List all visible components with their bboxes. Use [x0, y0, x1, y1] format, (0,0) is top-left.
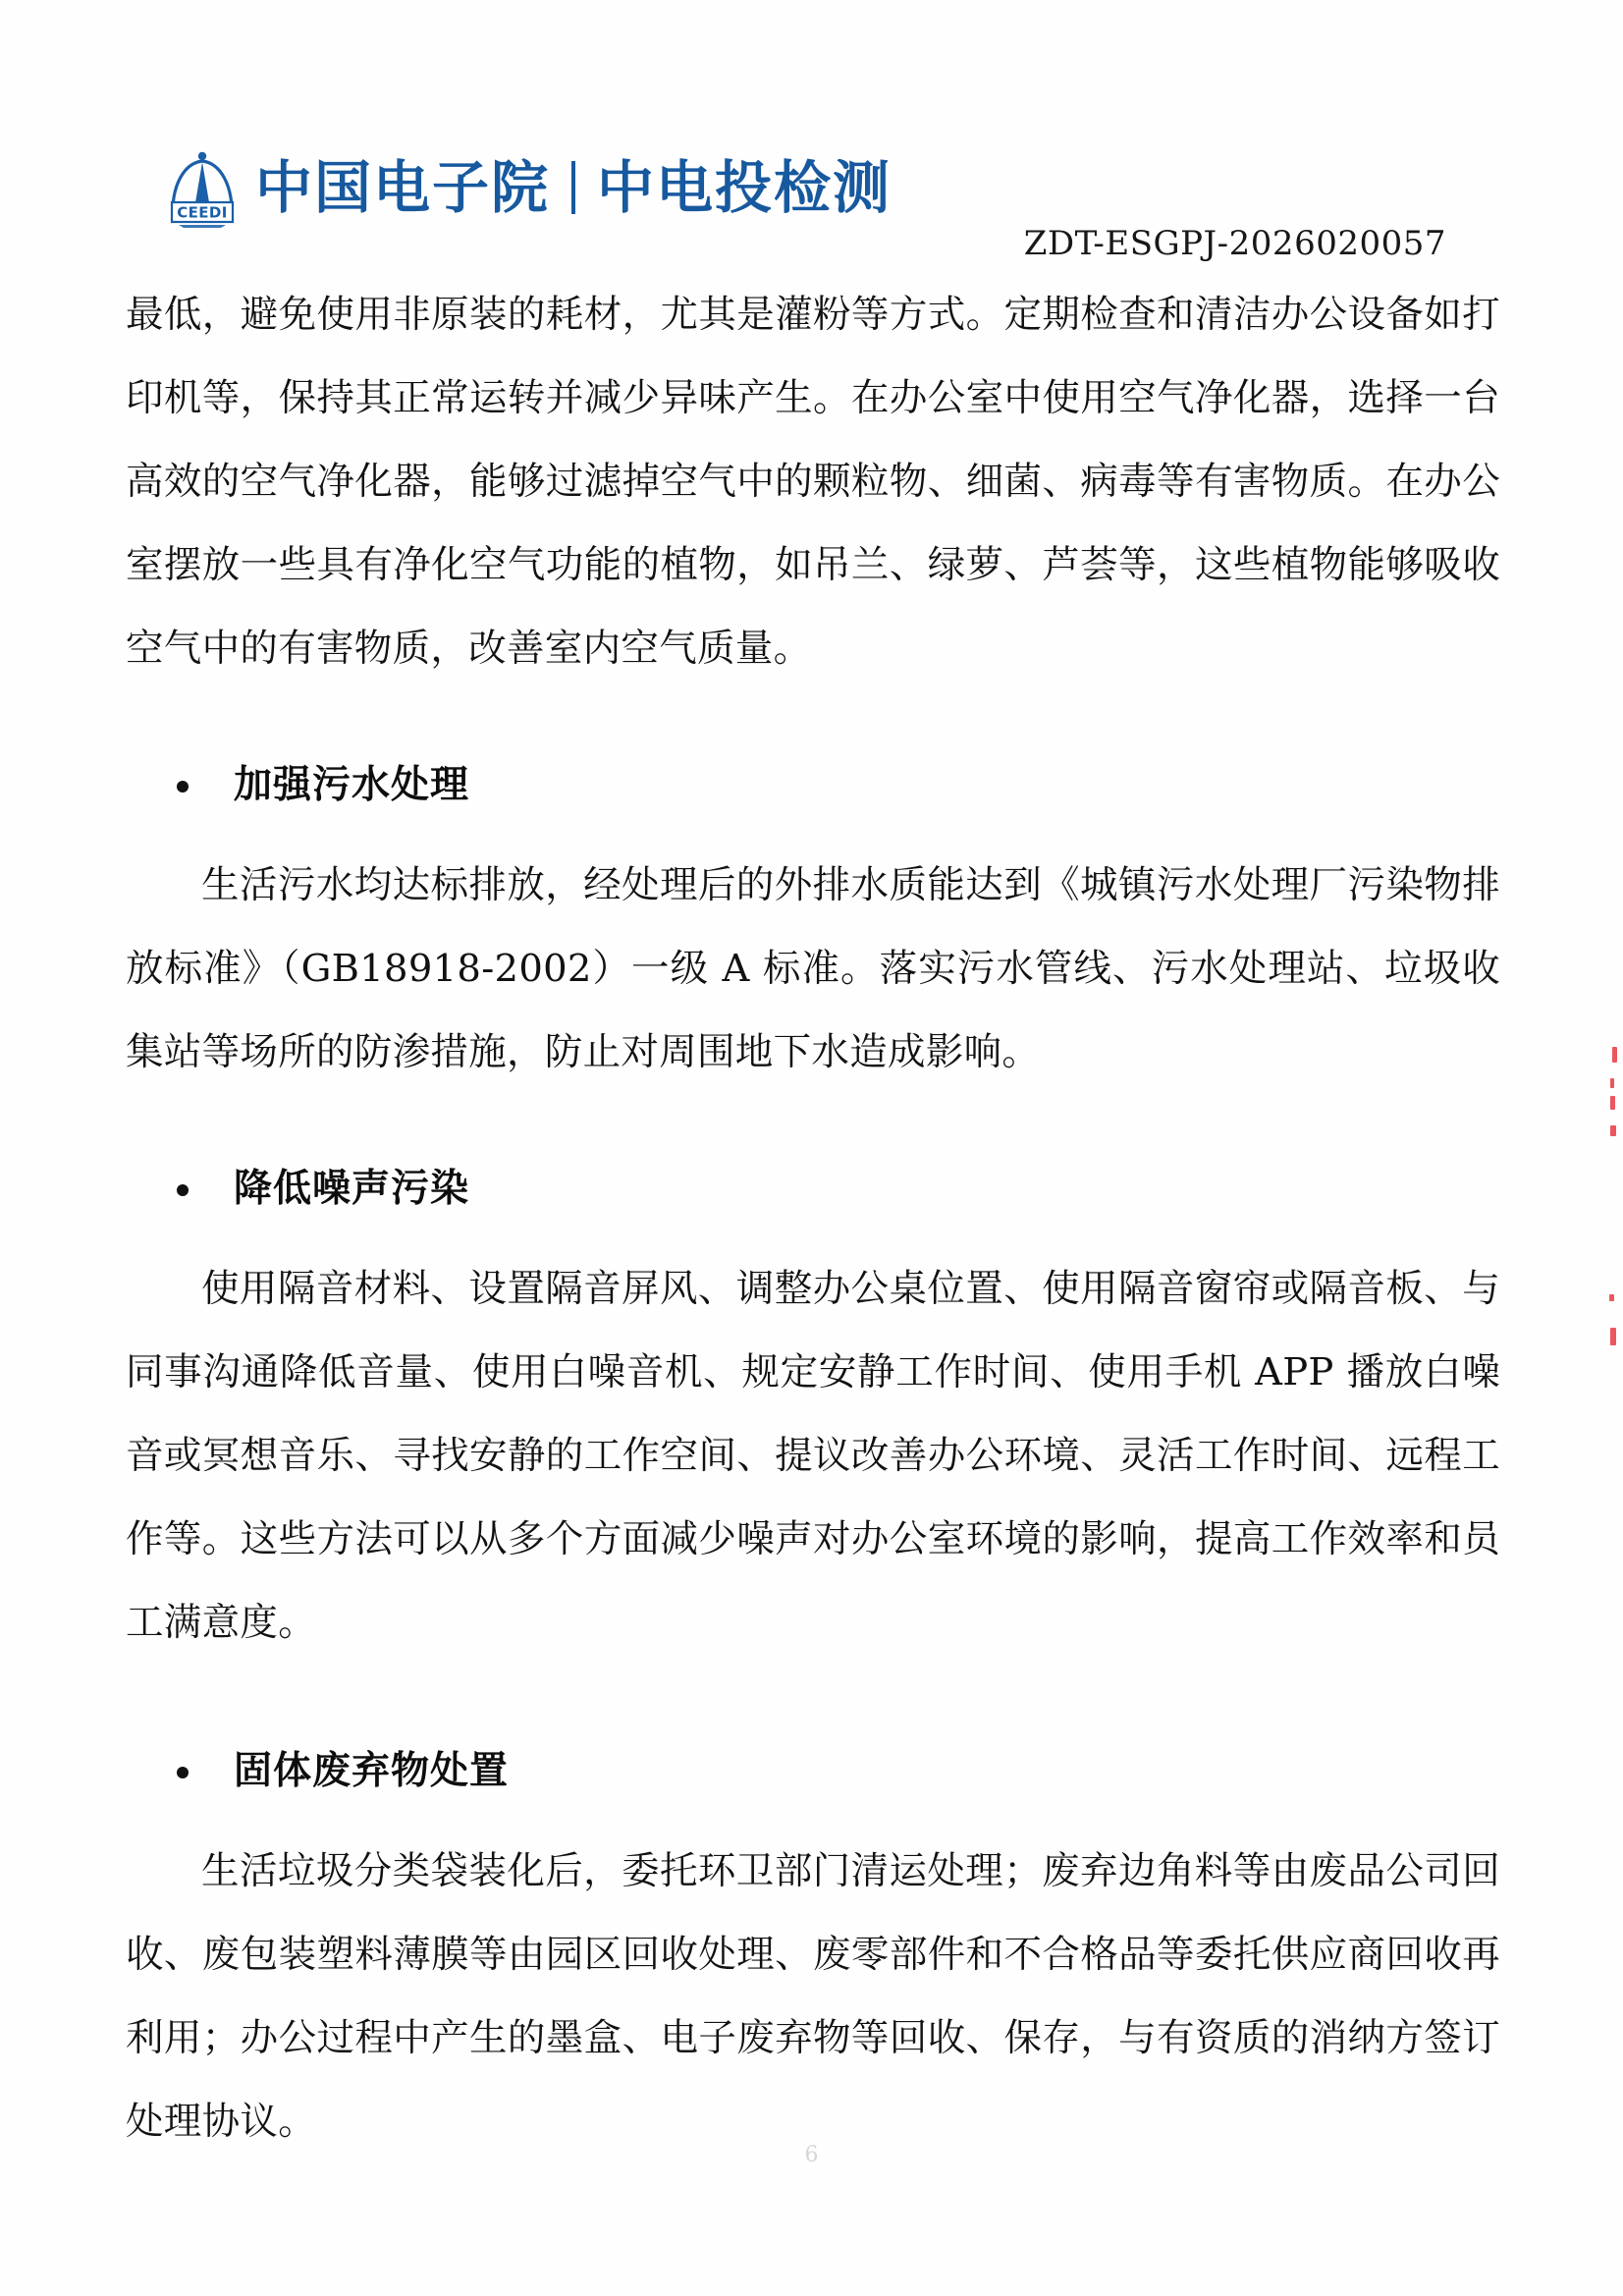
document-header	[0, 0, 1623, 263]
bullet-label-solid-waste: 固体废弃物处置	[234, 1749, 510, 1793]
bullet-dot-icon	[177, 1767, 189, 1778]
stamp-edge-marks	[1603, 1041, 1623, 1355]
logo-divider	[571, 161, 575, 214]
paragraph-noise: 使用隔音材料、设置隔音屏风、调整办公桌位置、使用隔音窗帘或隔音板、与同事沟通降低音量、使用白噪音机、规定安静工作时间、使用手机 APP 播放白噪音或冥想音乐、寻找安静的工作空间、提议改善办公环境、灵活工作时间、远程工作等。这些方法可以从多个方面减少噪声对办公室环境的影响，提高工作效率和员工满意度。	[126, 1267, 1500, 1645]
organization-logo	[165, 145, 892, 230]
bullet-item-noise	[126, 1149, 1500, 1230]
stamp-mark	[1610, 1078, 1614, 1088]
page-number: 6	[804, 2143, 819, 2167]
paragraph-wastewater: 生活污水均达标排放，经处理后的外排水质能达到《城镇污水处理厂污染物排放标准》（GB18918-2002）一级 A 标准。落实污水管线、污水处理站、垃圾收集站等场所的防渗措施，防止对周围地下水造成影响。	[126, 863, 1500, 1074]
bullet-label-wastewater: 加强污水处理	[234, 763, 470, 807]
bullet-dot-icon	[177, 1184, 189, 1196]
stamp-mark	[1610, 1125, 1616, 1136]
bullet-label-noise: 降低噪声污染	[234, 1167, 470, 1211]
stamp-mark	[1610, 1328, 1616, 1345]
org-name: 中国电子院	[255, 154, 551, 221]
logo-wordmark	[255, 154, 893, 221]
document-body	[126, 273, 1500, 2169]
bullet-dot-icon	[177, 781, 189, 793]
paragraph-solid-waste: 生活垃圾分类袋装化后，委托环卫部门清运处理；废弃边角料等由废品公司回收、废包装塑料薄膜等由园区回收处理、废零部件和不合格品等委托供应商回收再利用；办公过程中产生的墨盒、电子废弃物等回收、保存，与有资质的消纳方签订处理协议。	[126, 1849, 1500, 2144]
spacer	[126, 696, 1500, 718]
paragraph-air-quality: 最低，避免使用非原装的耗材，尤其是灌粉等方式。定期检查和清洁办公设备如打印机等，保持其正常运转并减少异味产生。在办公室中使用空气净化器，选择一台高效的空气净化器，能够过滤掉空气中的颗粒物、细菌、病毒等有害物质。在办公室摆放一些具有净化空气功能的植物，如吊兰、绿萝、芦荟等，这些植物能够吸收空气中的有害物质，改善室内空气质量。	[126, 293, 1500, 671]
spacer	[126, 1100, 1500, 1121]
stamp-mark	[1609, 1294, 1614, 1301]
bullet-item-wastewater	[126, 745, 1500, 826]
stamp-mark	[1610, 1096, 1615, 1110]
document-id: ZDT-ESGPJ-2026020057	[1023, 224, 1446, 263]
org-sub-name: 中电投检测	[597, 154, 893, 221]
ceedi-emblem-icon	[165, 147, 240, 228]
stamp-mark	[1612, 1047, 1617, 1063]
svg-text:CEEDI: CEEDI	[177, 203, 228, 222]
bullet-item-solid-waste	[126, 1731, 1500, 1812]
spacer	[126, 1670, 1500, 1704]
